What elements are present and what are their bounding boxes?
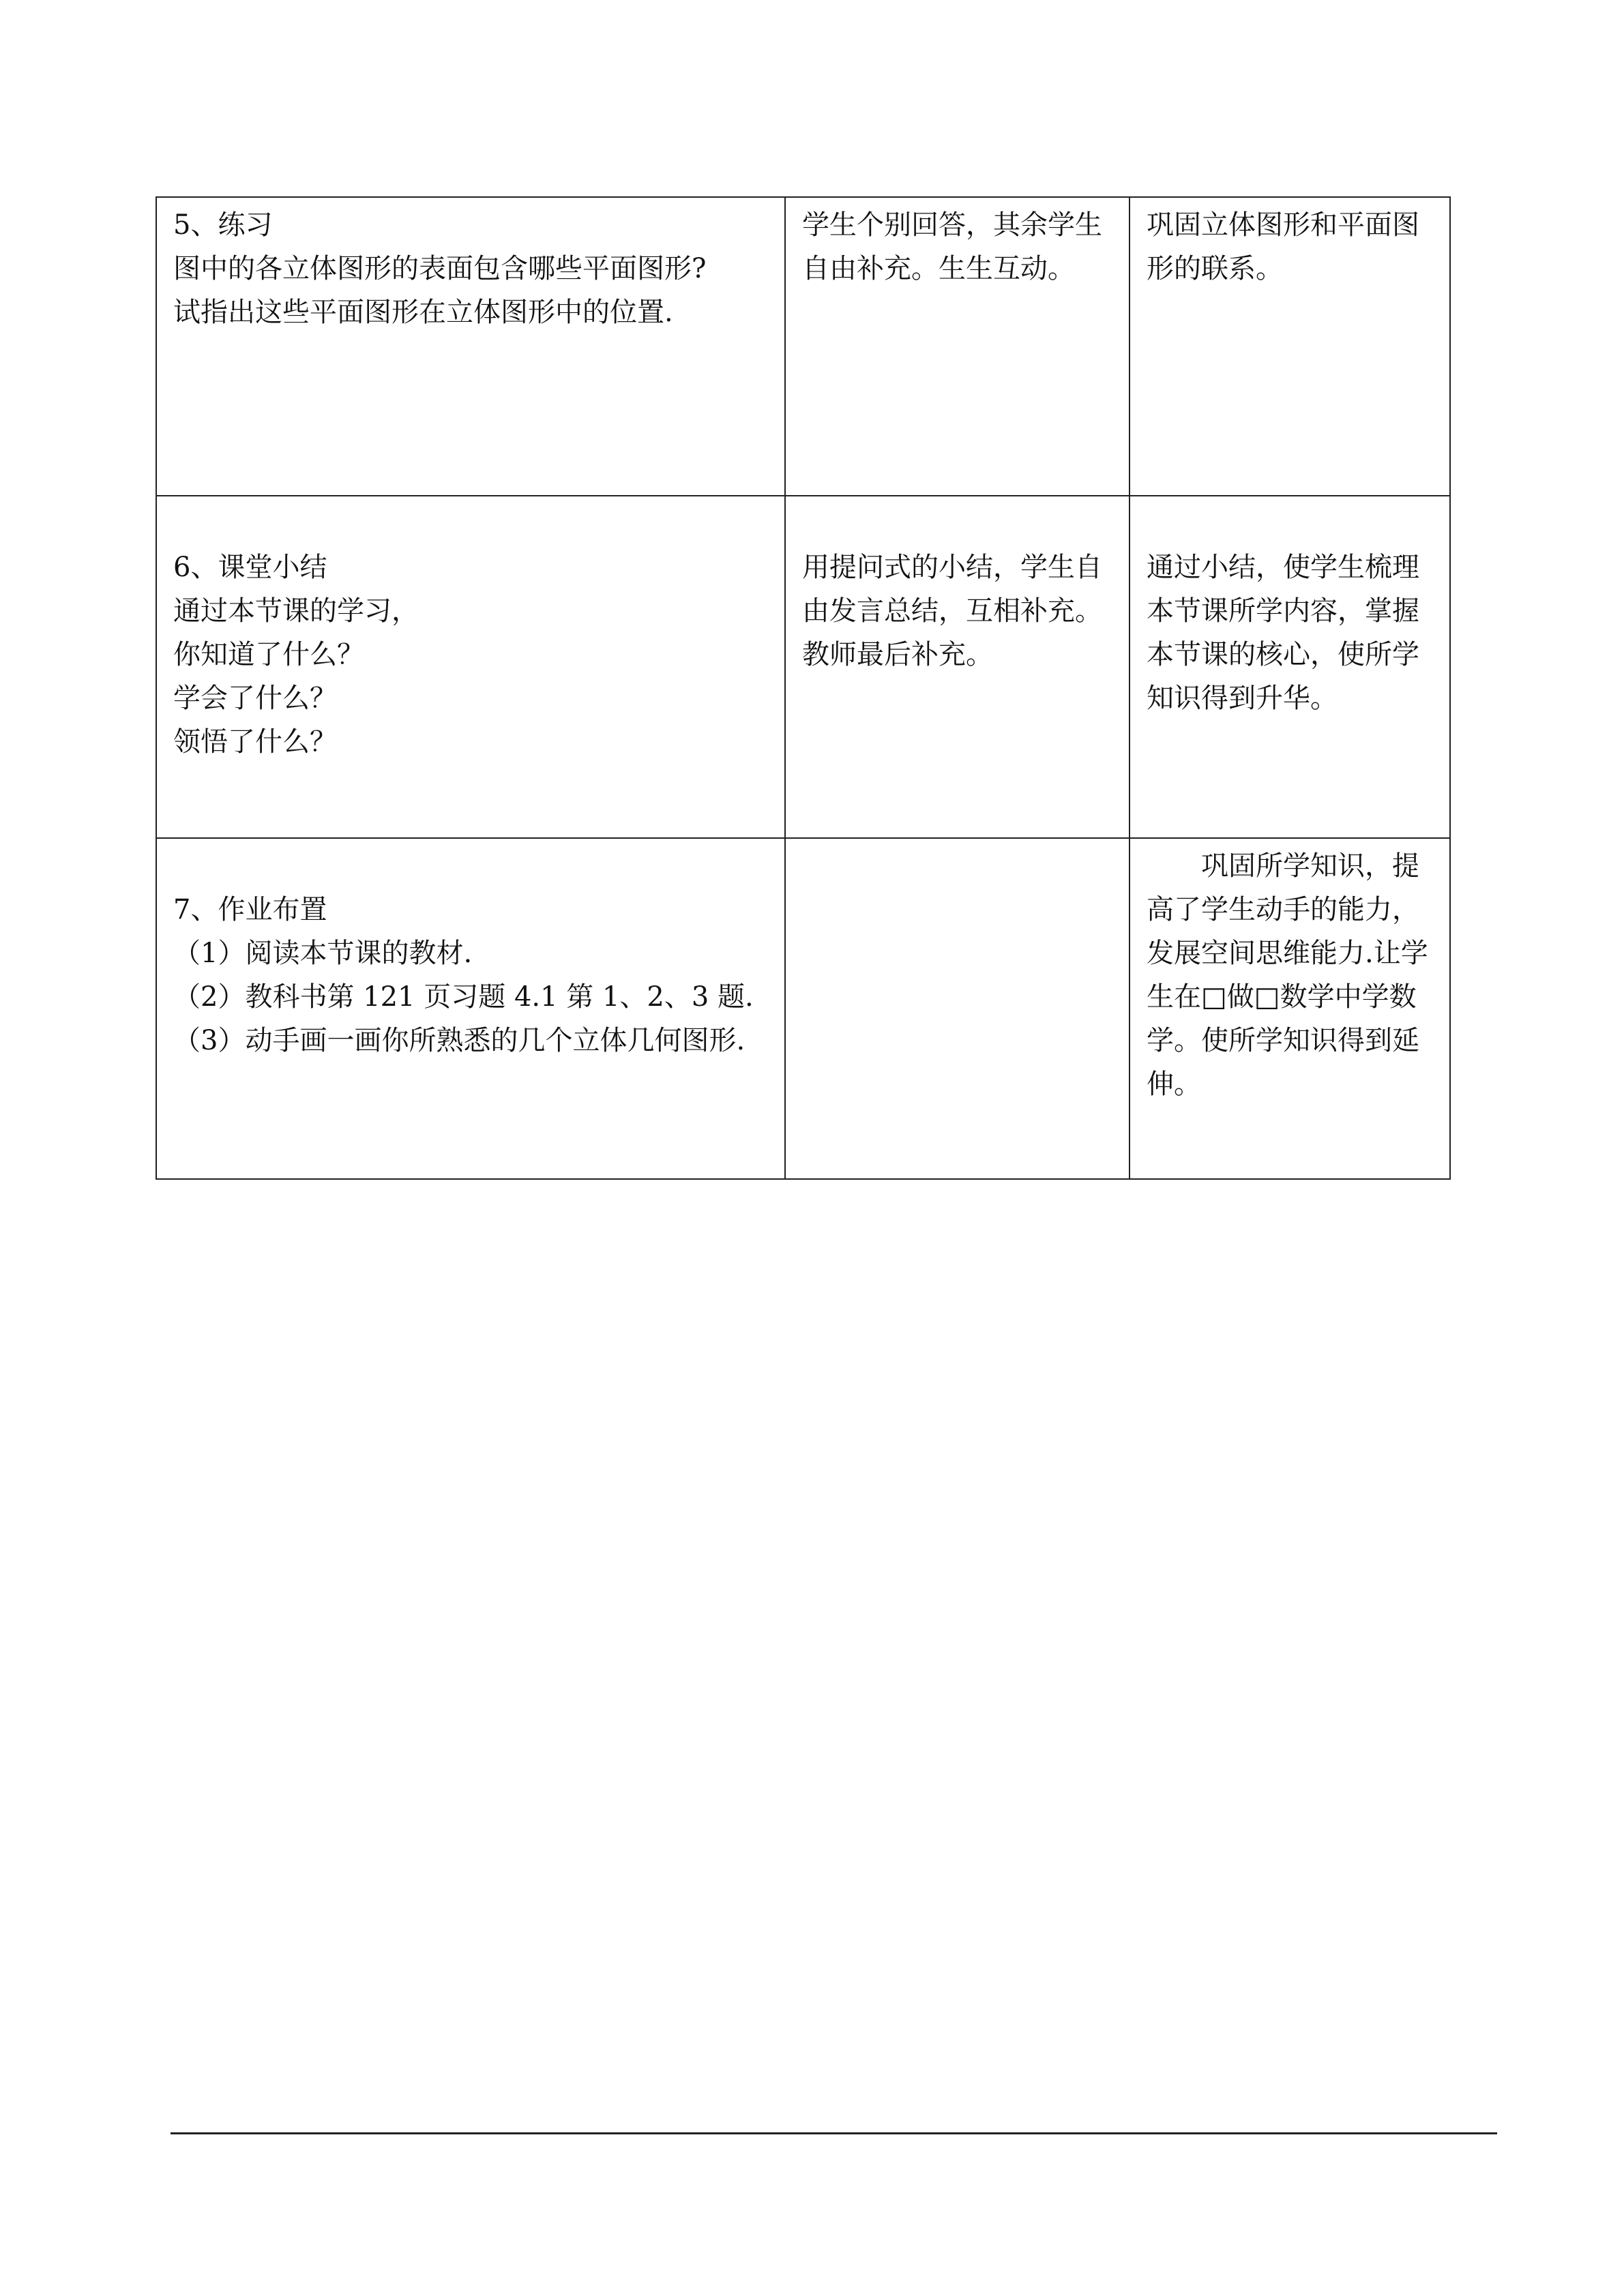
content-cell [156, 197, 785, 496]
student-activity-cell [785, 838, 1130, 1179]
intent-cell [1130, 838, 1450, 1179]
content-line: 试指出这些平面图形在立体图形中的位置. [173, 297, 673, 328]
content-line: 你知道了什么？ [173, 639, 364, 670]
table-row [156, 496, 1450, 838]
intent-cell [1130, 197, 1450, 496]
content-line: （1）阅读本节课的教材. [173, 938, 473, 969]
blank-line [173, 502, 768, 546]
intent-cell [1130, 496, 1450, 838]
content-line: 图中的各立体图形的表面包含哪些平面图形? [173, 253, 707, 284]
section-heading: 5、练习 [173, 209, 273, 241]
student-activity-text: 学生个别回答，其余学生自由补充。生生互动。 [802, 209, 1102, 284]
blank-line [1147, 502, 1433, 546]
table-row [156, 838, 1450, 1179]
intent-text: 通过小结，使学生梳理本节课所学内容，掌握本节课的核心，使所学知识得到升华。 [1147, 552, 1419, 714]
student-activity-text: 教师最后补充。 [802, 639, 993, 670]
student-activity-cell [785, 496, 1130, 838]
section-heading: 6、课堂小结 [173, 552, 327, 583]
intent-text: 巩固所学知识，提高了学生动手的能力，发展空间思维能力.让学生在□做□数学中学数学。使所学知识得到延伸。 [1147, 850, 1428, 1100]
content-cell [156, 838, 785, 1179]
content-line: （2）教科书第 121 页习题 4.1 第 1、2、3 题. [173, 981, 754, 1013]
content-line: （3）动手画一画你所熟悉的几个立体几何图形. [173, 1025, 745, 1056]
blank-line [173, 844, 768, 888]
content-line: 领悟了什么？ [173, 726, 337, 758]
content-cell [156, 496, 785, 838]
intent-text: 巩固立体图形和平面图形的联系。 [1147, 209, 1419, 284]
table-row [156, 197, 1450, 496]
footer-rule [171, 2132, 1497, 2134]
blank-line [802, 502, 1112, 546]
content-line: 通过本节课的学习， [173, 595, 419, 627]
student-activity-text: 用提问式的小结，学生自由发言总结，互相补充。 [802, 552, 1102, 627]
lesson-plan-table [156, 196, 1451, 1180]
content-line: 学会了什么？ [173, 683, 337, 714]
student-activity-cell [785, 197, 1130, 496]
section-heading: 7、作业布置 [173, 894, 327, 925]
